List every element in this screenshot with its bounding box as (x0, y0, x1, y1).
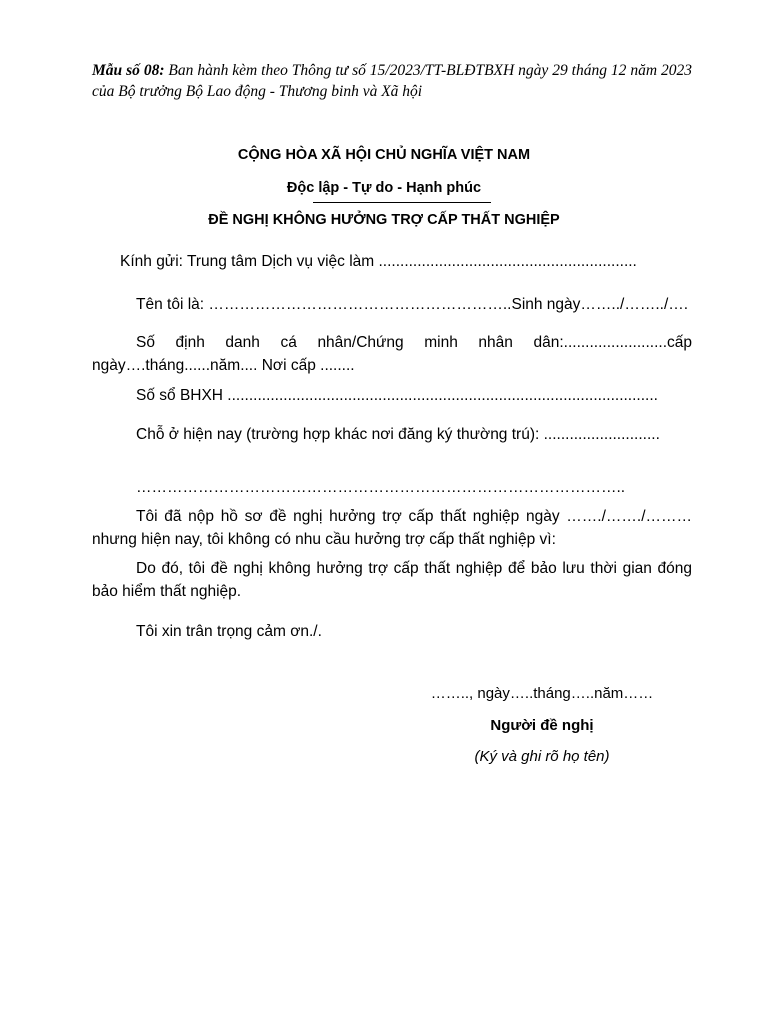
social-insurance-line: Số sổ BHXH .................................................................................................... (136, 387, 658, 404)
form-note-text: Ban hành kèm theo Thông tư số 15/2023/TT-BLĐTBXH ngày 29 tháng 12 năm 2023 của Bộ trưởng Bộ Lao động - Thương binh và Xã hội (92, 62, 692, 100)
document-title: ĐỀ NGHỊ KHÔNG HƯỞNG TRỢ CẤP THẤT NGHIỆP (208, 212, 560, 228)
motto-underline (313, 202, 491, 203)
name-line: Tên tôi là: …………………………………………………..Sinh ngày……../……../…. (136, 296, 689, 313)
personal-id-line: Số định danh cá nhân/Chứng minh nhân dân:........................cấp ngày….tháng......năm.... Nơi cấp ........ (92, 334, 692, 374)
nation-title: CỘNG HÒA XÃ HỘI CHỦ NGHĨA VIỆT NAM (237, 147, 531, 163)
form-note-label: Mẫu số 08: (92, 62, 165, 79)
recipient-line: Kính gửi: Trung tâm Dịch vụ việc làm ............................................................ (120, 253, 637, 270)
signature-date-line: …….., ngày…..tháng…..năm…… (430, 685, 654, 702)
signature-note: (Ký và ghi rõ họ tên) (474, 748, 610, 765)
residence-extra-line: ………………………………………………………………………………….. (136, 479, 626, 496)
submitted-application-line: Tôi đã nộp hồ sơ đề nghị hưởng trợ cấp thất nghiệp ngày ……./……./……… nhưng hiện nay, tôi không có nhu cầu hưởng trợ cấp thất nghiệp vì: (92, 508, 692, 548)
signature-title: Người đề nghị (490, 717, 594, 734)
residence-line: Chỗ ở hiện nay (trường hợp khác nơi đăng ký thường trú): ........................... (136, 426, 660, 443)
motto: Độc lập - Tự do - Hạnh phúc (286, 180, 482, 196)
thanks-line: Tôi xin trân trọng cảm ơn./. (136, 623, 322, 640)
form-note (92, 60, 692, 102)
reason-paragraph: Do đó, tôi đề nghị không hưởng trợ cấp thất nghiệp để bảo lưu thời gian đóng bảo hiểm thất nghiệp. (92, 560, 692, 600)
